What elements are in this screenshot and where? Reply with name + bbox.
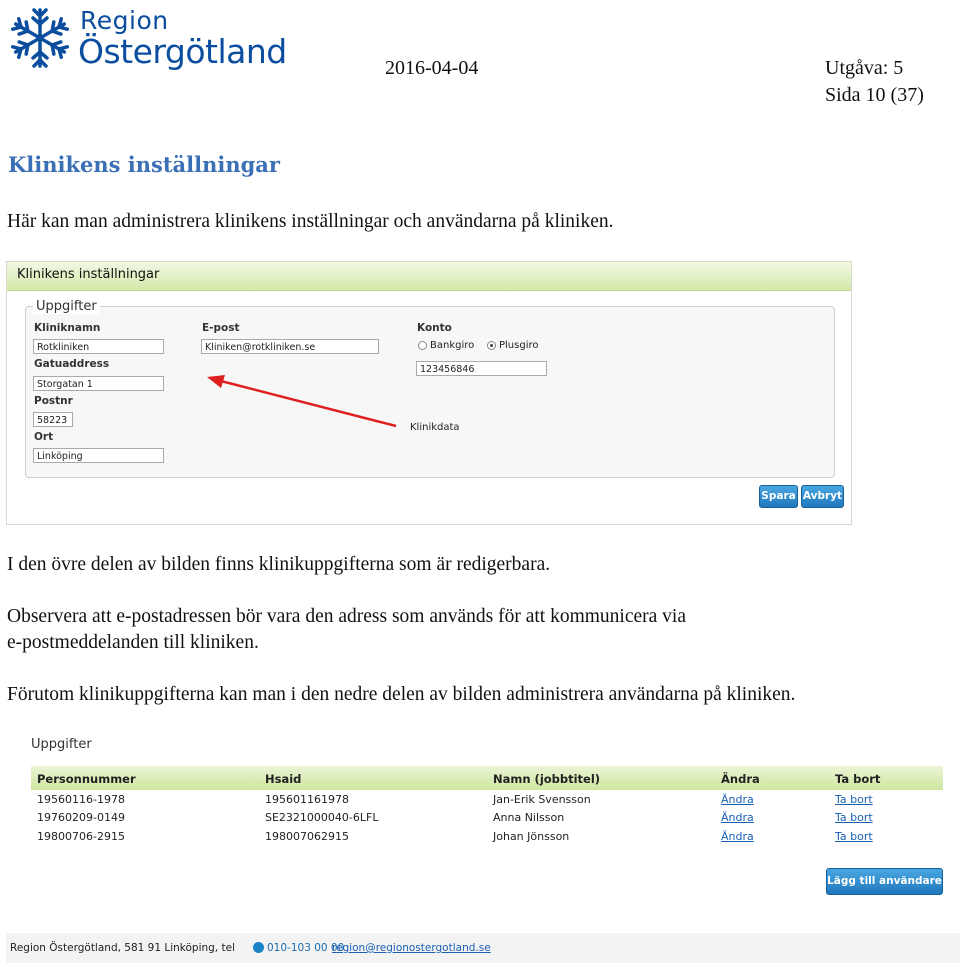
panel-title: Klinikens inställningar <box>17 267 160 282</box>
table-row <box>31 830 943 848</box>
users-table-header <box>31 766 943 790</box>
bankgiro-radio-label: Bankgiro <box>430 340 475 351</box>
add-user-button[interactable]: Lägg till användare <box>826 868 943 895</box>
phone-icon <box>253 942 264 953</box>
page-footer <box>6 933 960 963</box>
edit-link[interactable]: Ändra <box>721 793 754 806</box>
document-date: 2016-04-04 <box>385 57 479 79</box>
cell-name: Jan-Erik Svensson <box>493 793 591 806</box>
column-header-hsaid: Hsaid <box>265 772 302 786</box>
cell-hsaid: 195601161978 <box>265 793 349 806</box>
account-number-input[interactable]: 123456846 <box>416 361 547 376</box>
cell-hsaid: 198007062915 <box>265 830 349 843</box>
cell-personnummer: 19760209-0149 <box>37 811 125 824</box>
table-row <box>31 811 943 829</box>
column-header-remove: Ta bort <box>835 772 881 786</box>
clinic-name-input[interactable]: Rotkliniken <box>33 339 164 354</box>
column-header-name: Namn (jobbtitel) <box>493 772 601 786</box>
postal-code-label: Postnr <box>34 395 73 407</box>
edit-link[interactable]: Ändra <box>721 811 754 824</box>
clinic-settings-screenshot <box>6 261 852 525</box>
cell-personnummer: 19800706-2915 <box>37 830 125 843</box>
cell-name: Anna Nilsson <box>493 811 565 824</box>
plusgiro-radio-label: Plusgiro <box>499 340 539 351</box>
page-number: Sida 10 (37) <box>825 84 924 106</box>
users-fieldset-legend: Uppgifter <box>31 737 92 752</box>
cell-hsaid: SE2321000040-6LFL <box>265 811 379 824</box>
street-address-input[interactable]: Storgatan 1 <box>33 376 164 391</box>
remove-link[interactable]: Ta bort <box>835 811 873 824</box>
cell-personnummer: 19560116-1978 <box>37 793 125 806</box>
edit-link[interactable]: Ändra <box>721 830 754 843</box>
intro-paragraph: Här kan man administrera klinikens inställningar och användarna på kliniken. <box>7 211 614 232</box>
remove-link[interactable]: Ta bort <box>835 830 873 843</box>
annotation-arrow-icon <box>7 262 853 526</box>
region-logo-icon <box>6 4 74 72</box>
section-heading: Klinikens inställningar <box>8 152 280 177</box>
cell-name: Johan Jönsson <box>493 830 570 843</box>
email-note-line1: Observera att e-postadressen bör vara den adress som används för att kommunicera via <box>7 606 687 627</box>
email-input[interactable]: Kliniken@rotkliniken.se <box>201 339 379 354</box>
remove-link[interactable]: Ta bort <box>835 793 873 806</box>
column-header-edit: Ändra <box>721 772 760 786</box>
postal-code-input[interactable]: 58223 <box>33 412 73 427</box>
account-label: Konto <box>417 322 452 334</box>
footer-email-link[interactable]: region@regionostergotland.se <box>332 942 491 954</box>
users-paragraph: Förutom klinikuppgifterna kan man i den nedre delen av bilden administrera användarna på kliniken. <box>7 684 796 705</box>
column-header-personnummer: Personnummer <box>37 772 136 786</box>
clinic-name-label: Kliniknamn <box>34 322 101 334</box>
footer-address: Region Östergötland, 581 91 Linköping, tel <box>10 942 235 954</box>
fieldset-legend: Uppgifter <box>33 299 100 314</box>
footer-phone: 010-103 00 00 <box>267 942 345 954</box>
save-button[interactable]: Spara <box>759 485 798 508</box>
city-input[interactable]: Linköping <box>33 448 164 463</box>
logo-text-region: Region <box>80 6 169 35</box>
annotation-label: Klinikdata <box>410 422 460 433</box>
table-row <box>31 793 943 811</box>
city-label: Ort <box>34 431 54 443</box>
logo-text-ostergotland: Östergötland <box>78 32 287 71</box>
users-screenshot <box>19 735 955 911</box>
email-note-line2: e-postmeddelanden till kliniken. <box>7 632 259 653</box>
document-edition: Utgåva: 5 <box>825 57 904 79</box>
email-label: E-post <box>202 322 240 334</box>
cancel-button[interactable]: Avbryt <box>801 485 844 508</box>
street-address-label: Gatuaddress <box>34 358 110 370</box>
upper-part-paragraph: I den övre delen av bilden finns klinikuppgifterna som är redigerbara. <box>7 554 551 575</box>
